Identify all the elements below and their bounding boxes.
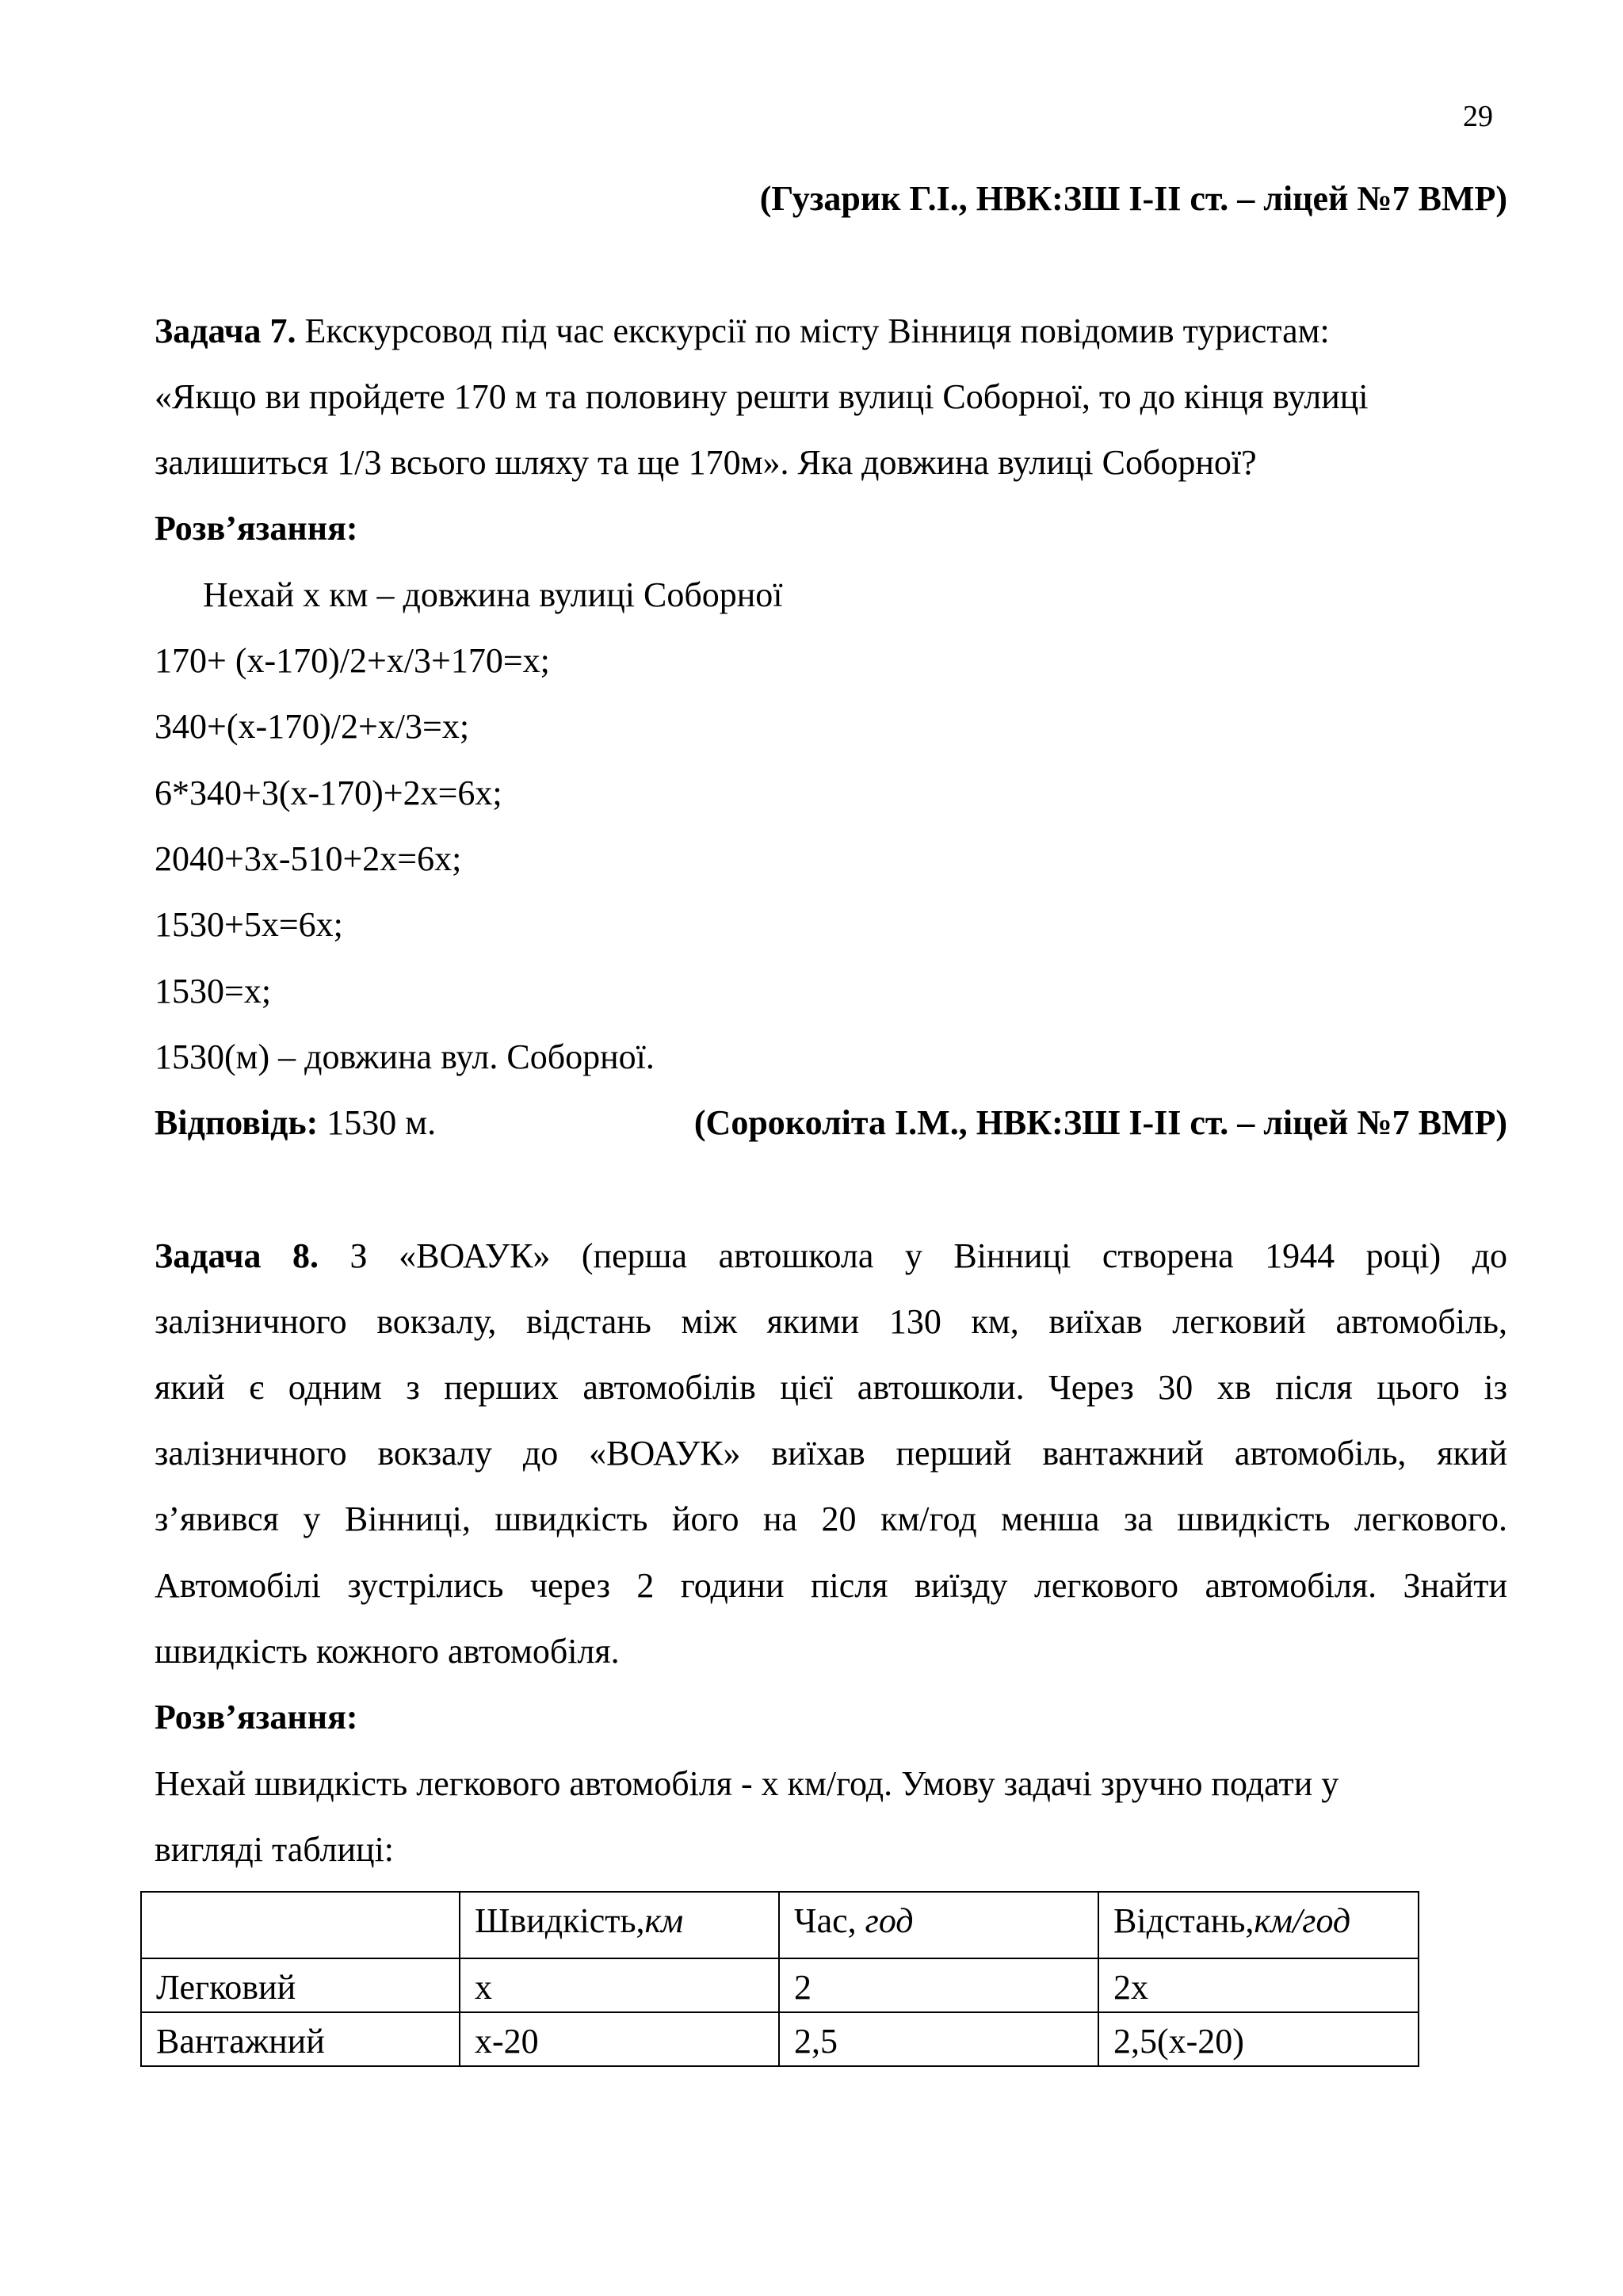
table-cell: 2х <box>1098 1958 1419 2012</box>
task7-step: 170+ (х-170)/2+х/3+170=х; <box>155 641 550 680</box>
task7-solution-label: Розв’язання: <box>155 509 358 548</box>
task7-step: 6*340+3(х-170)+2х=6х; <box>155 774 502 812</box>
task8-line1 <box>155 1236 1507 1275</box>
task7-answer-value: 1530 м. <box>318 1103 437 1142</box>
table-row <box>141 2012 1419 2066</box>
table-header-text: Час, <box>794 1901 865 1940</box>
task8-line1-text: З «ВОАУК» (перша автошкола у Вінниці створена 1944 році) до <box>319 1236 1507 1275</box>
task8-line3: який є одним з перших автомобілів цієї автошколи. Через 30 хв після цього із <box>155 1368 1507 1407</box>
table-header-text: Швидкість, <box>475 1901 645 1940</box>
task7-let: Нехай х км – довжина вулиці Соборної <box>203 575 783 614</box>
task7-step: 1530(м) – довжина вул. Соборної. <box>155 1037 655 1076</box>
table-cell: Легковий <box>141 1958 460 2012</box>
task7-step: 1530+5х=6х; <box>155 905 343 944</box>
table-header-cell <box>779 1892 1098 1958</box>
table-header-cell <box>141 1892 460 1958</box>
task7-text-line2: «Якщо ви пройдете 170 м та половину решти вулиці Соборної, то до кінця вулиці <box>155 377 1369 416</box>
task8-line7: швидкість кожного автомобіля. <box>155 1632 620 1671</box>
task7-step: 2040+3х-510+2х=6х; <box>155 839 462 878</box>
task8-line4: залізничного вокзалу до «ВОАУК» виїхав перший вантажний автомобіль, який <box>155 1434 1507 1473</box>
table-cell: х <box>460 1958 779 2012</box>
task8-line6: Автомобілі зустрілись через 2 години після виїзду легкового автомобіля. Знайти <box>155 1566 1507 1605</box>
table-row <box>141 1958 1419 2012</box>
table-cell: Вантажний <box>141 2012 460 2066</box>
task7-author-credit: (Сороколіта І.М., НВК:ЗШ І-ІІ ст. – ліцей №7 ВМР) <box>693 1103 1507 1142</box>
table-cell: 2 <box>779 1958 1098 2012</box>
table-cell: 2,5(х-20) <box>1098 2012 1419 2066</box>
table-header-cell <box>1098 1892 1419 1958</box>
task7-answer <box>155 1103 437 1142</box>
task7-step: 1530=х; <box>155 972 272 1010</box>
task8-line5: з’явився у Вінниці, швидкість його на 20 км/год менша за швидкість легкового. <box>155 1499 1507 1538</box>
task8-title: Задача 8. <box>155 1236 319 1275</box>
task7-answer-label: Відповідь: <box>155 1103 319 1142</box>
task7-text-line3: залишиться 1/3 всього шляху та ще 170м». Яка довжина вулиці Соборної? <box>155 443 1257 482</box>
table-header-unit: км <box>644 1901 684 1940</box>
task8-solution-line2: вигляді таблиці: <box>155 1830 395 1869</box>
task8-solution-label: Розв’язання: <box>155 1698 358 1736</box>
task8-solution-line1: Нехай швидкість легкового автомобіля - х км/год. Умову задачі зручно подати у <box>155 1764 1339 1803</box>
task7-step: 340+(х-170)/2+х/3=х; <box>155 707 470 746</box>
speed-time-distance-table <box>140 1891 1419 2067</box>
task7-line1 <box>155 311 1330 350</box>
table-header-cell <box>460 1892 779 1958</box>
table-cell: 2,5 <box>779 2012 1098 2066</box>
page-number: 29 <box>1463 100 1493 133</box>
table-header-unit: год <box>865 1901 914 1940</box>
table-header-row <box>141 1892 1419 1958</box>
table-header-text: Відстань, <box>1113 1901 1254 1940</box>
table-header-unit: км/год <box>1254 1901 1351 1940</box>
task7-text-line1: Екскурсовод під час екскурсії по місту Вінниця повідомив туристам: <box>296 311 1330 350</box>
author-credit-top: (Гузарик Г.І., НВК:ЗШ І-ІІ ст. – ліцей №7 ВМР) <box>759 179 1507 218</box>
task8-line2: залізничного вокзалу, відстань між якими 130 км, виїхав легковий автомобіль, <box>155 1302 1507 1341</box>
task7-title: Задача 7. <box>155 311 296 350</box>
table-cell: х-20 <box>460 2012 779 2066</box>
